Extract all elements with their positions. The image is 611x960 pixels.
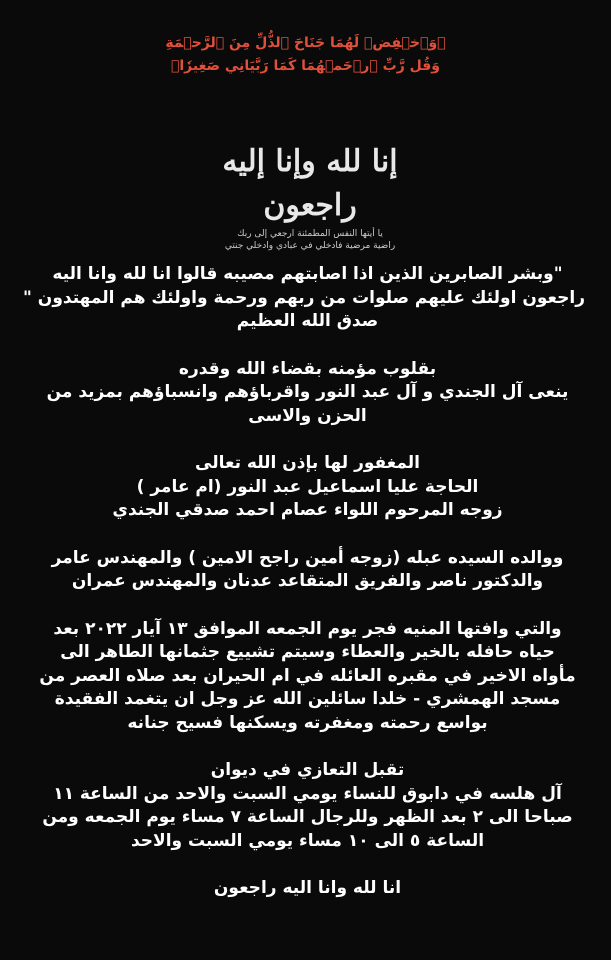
- text-line: مأواه الاخير في مقبره العائله في ام الحيران بعد صلاه العصر من: [39, 665, 576, 686]
- text-line: حياه حافله بالخير والعطاء وسيتم تشييع جثمانها الطاهر الى: [60, 642, 555, 662]
- quran-verse: [0, 32, 611, 78]
- condolences-paragraph: [30, 759, 585, 853]
- text-line: صدق الله العظيم: [236, 311, 379, 331]
- closing-paragraph: [30, 877, 585, 901]
- text-line: ووالده السيده عبله (زوجه أمين راجح الامين ) والمهندس عامر: [51, 547, 564, 568]
- family-paragraph: [30, 547, 585, 594]
- text-line: راجعون اولئك عليهم صلوات من ربهم ورحمة واولئك هم المهتدون ": [23, 287, 585, 308]
- text-line: مسجد الهمشري - خلدا سائلين الله عز وجل ان يتغمد الفقيدة: [54, 689, 561, 709]
- quran-quote-paragraph: [23, 263, 585, 334]
- obituary-body: [23, 263, 585, 925]
- deceased-paragraph: [30, 452, 585, 523]
- text-line: صباحا الى ٢ بعد الظهر وللرجال الساعة ٧ مساء يوم الجمعه ومن: [42, 807, 573, 827]
- text-line: الحاجة عليا اسماعيل عبد النور (ام عامر ): [136, 476, 479, 497]
- text-line: بقلوب مؤمنه بقضاء الله وقدره: [178, 358, 437, 379]
- text-line: والدكتور ناصر والفريق المتقاعد عدنان والمهندس عمران: [71, 571, 544, 591]
- text-line: آل هلسه في دابوق للنساء يومي السبت والاحد من الساعة ١١: [53, 783, 562, 804]
- verse-line-1: ﴿وَٱخۡفِضۡ لَهُمَا جَنَاحَ ٱلذُّلِّ مِنَ ٱلرَّحۡمَةِ: [165, 35, 446, 51]
- emblem-subtitle-1: يا أيتها النفس المطمئنة ارجعي إلى ربك: [237, 229, 383, 239]
- text-line: بواسع رحمته ومغفرته ويسكنها فسيح جنانه: [127, 712, 488, 733]
- text-line: انا لله وانا اليه راجعون: [213, 878, 402, 898]
- emblem-subtitle-2: راضية مرضية فادخلي في عبادي وادخلي جنتي: [224, 241, 396, 251]
- mourning-paragraph: [30, 358, 585, 429]
- calligraphy-emblem: [190, 140, 430, 251]
- text-line: تقبل التعازي في ديوان: [210, 760, 405, 780]
- verse-line-2: وَقُل رَّبِّ ٱرۡحَمۡهُمَا كَمَا رَبَّيَانِي صَغِيرٗا﴾: [170, 58, 441, 74]
- emblem-title: إنا لله وإنا إليه راجعون: [222, 144, 398, 223]
- funeral-details-paragraph: [30, 618, 585, 736]
- text-line: زوجه المرحوم اللواء عصام احمد صدقي الجندي: [112, 500, 503, 520]
- text-line: ينعى آل الجندي و آل عبد النور واقرباؤهم وانسباؤهم بمزيد من: [46, 382, 569, 402]
- text-line: الساعة ٥ الى ١٠ مساء يومي السبت والاحد: [130, 830, 485, 851]
- text-line: والتي وافتها المنيه فجر يوم الجمعه الموافق ١٣ آيار ٢٠٢٢ بعد: [53, 618, 562, 639]
- text-line: المغفور لها بإذن الله تعالى: [195, 453, 420, 473]
- text-line: الحزن والاسى: [248, 405, 367, 426]
- text-line: "وبشر الصابرين الذين اذا اصابتهم مصيبه قالوا انا لله وانا اليه: [52, 264, 563, 284]
